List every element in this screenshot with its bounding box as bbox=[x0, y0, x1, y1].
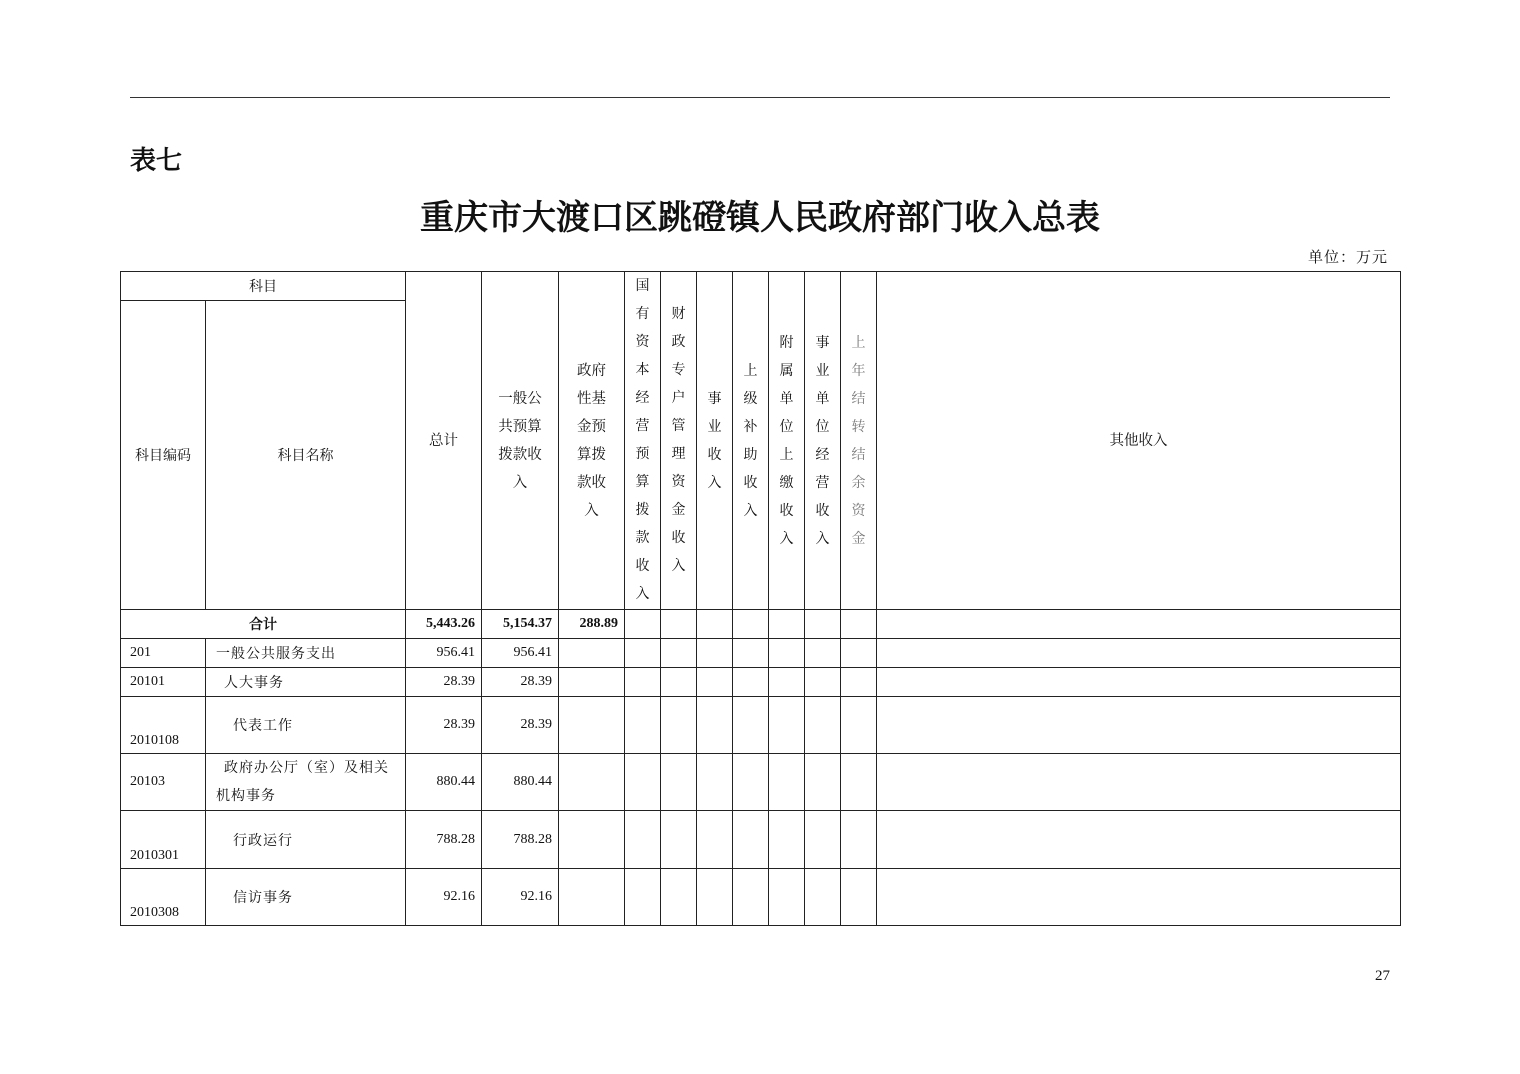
row-empty bbox=[559, 697, 625, 754]
header-business-income-text: 事业收入 bbox=[707, 390, 722, 491]
row-empty bbox=[877, 869, 1401, 926]
header-gov-fund-text: 政府性基金预算拨款收入 bbox=[577, 362, 606, 519]
row-empty bbox=[805, 869, 841, 926]
row-empty bbox=[661, 668, 697, 697]
header-business-income bbox=[697, 272, 733, 610]
header-carryover-text: 上年结转结余资金 bbox=[851, 334, 866, 547]
row-general-budget: 880.44 bbox=[482, 754, 559, 811]
row-general-budget: 92.16 bbox=[482, 869, 559, 926]
total-row-empty bbox=[841, 610, 877, 639]
total-row bbox=[121, 610, 1401, 639]
header-business-operation-text: 事业单位经营收入 bbox=[815, 334, 830, 547]
row-empty bbox=[661, 639, 697, 668]
row-empty bbox=[661, 697, 697, 754]
row-general-budget: 28.39 bbox=[482, 697, 559, 754]
row-empty bbox=[559, 668, 625, 697]
header-other-income-text: 其他收入 bbox=[1109, 432, 1168, 449]
row-empty bbox=[805, 668, 841, 697]
unit-label: 单位：万元 bbox=[1307, 248, 1388, 266]
total-row-empty bbox=[625, 610, 661, 639]
row-empty bbox=[877, 811, 1401, 869]
row-empty bbox=[733, 697, 769, 754]
header-subject-code: 科目编码 bbox=[121, 301, 206, 610]
row-code: 2010301 bbox=[121, 811, 206, 869]
header-business-operation bbox=[805, 272, 841, 610]
row-empty bbox=[661, 869, 697, 926]
total-row-empty bbox=[877, 610, 1401, 639]
row-empty bbox=[697, 668, 733, 697]
row-empty bbox=[769, 869, 805, 926]
row-empty bbox=[559, 639, 625, 668]
row-empty bbox=[805, 754, 841, 811]
row-empty bbox=[733, 869, 769, 926]
row-empty bbox=[769, 639, 805, 668]
header-gov-fund bbox=[559, 272, 625, 610]
row-name: 一般公共服务支出 bbox=[206, 639, 406, 668]
row-code: 201 bbox=[121, 639, 206, 668]
row-empty bbox=[841, 639, 877, 668]
total-row-empty bbox=[805, 610, 841, 639]
table-row bbox=[121, 639, 1401, 668]
header-rule bbox=[130, 97, 1390, 98]
row-empty bbox=[559, 869, 625, 926]
row-total: 788.28 bbox=[406, 811, 482, 869]
row-empty bbox=[661, 754, 697, 811]
page-number: 27 bbox=[1375, 968, 1390, 984]
header-subject-name: 科目名称 bbox=[206, 301, 406, 610]
row-empty bbox=[769, 697, 805, 754]
row-empty bbox=[769, 668, 805, 697]
total-row-gov-fund: 288.89 bbox=[559, 610, 625, 639]
row-name: 人大事务 bbox=[206, 668, 406, 697]
row-total: 92.16 bbox=[406, 869, 482, 926]
row-empty bbox=[733, 754, 769, 811]
row-empty bbox=[733, 811, 769, 869]
row-general-budget: 28.39 bbox=[482, 668, 559, 697]
row-total: 28.39 bbox=[406, 668, 482, 697]
row-empty bbox=[697, 754, 733, 811]
total-row-empty bbox=[733, 610, 769, 639]
header-subject: 科目 bbox=[121, 272, 406, 301]
row-empty bbox=[805, 697, 841, 754]
header-fiscal-special-text: 财政专户管理资金收入 bbox=[671, 306, 686, 574]
row-name: 政府办公厅（室）及相关机构事务 bbox=[206, 754, 406, 811]
row-empty bbox=[877, 639, 1401, 668]
page-title: 重庆市大渡口区跳磴镇人民政府部门收入总表 bbox=[420, 198, 1100, 238]
row-empty bbox=[805, 639, 841, 668]
header-fiscal-special bbox=[661, 272, 697, 610]
row-code: 2010308 bbox=[121, 869, 206, 926]
row-total: 880.44 bbox=[406, 754, 482, 811]
total-row-empty bbox=[769, 610, 805, 639]
row-empty bbox=[841, 869, 877, 926]
row-empty bbox=[877, 754, 1401, 811]
row-name: 信访事务 bbox=[206, 869, 406, 926]
header-higher-subsidy-text: 上级补助收入 bbox=[743, 362, 758, 519]
row-empty bbox=[559, 754, 625, 811]
row-total: 28.39 bbox=[406, 697, 482, 754]
row-empty bbox=[877, 668, 1401, 697]
row-empty bbox=[625, 668, 661, 697]
row-empty bbox=[661, 811, 697, 869]
total-row-empty bbox=[697, 610, 733, 639]
table-label: 表七 bbox=[130, 146, 183, 176]
row-empty bbox=[697, 869, 733, 926]
row-empty bbox=[841, 754, 877, 811]
row-empty bbox=[625, 869, 661, 926]
header-total-text: 总计 bbox=[429, 432, 458, 449]
row-empty bbox=[625, 697, 661, 754]
row-empty bbox=[733, 639, 769, 668]
table-row bbox=[121, 811, 1401, 869]
income-summary-table bbox=[120, 271, 1401, 926]
header-state-capital-text: 国有资本经营预算拨款收入 bbox=[635, 278, 650, 602]
row-general-budget: 788.28 bbox=[482, 811, 559, 869]
row-empty bbox=[733, 668, 769, 697]
row-empty bbox=[625, 754, 661, 811]
row-empty bbox=[697, 811, 733, 869]
row-code: 20101 bbox=[121, 668, 206, 697]
row-empty bbox=[625, 811, 661, 869]
header-affiliated-payment bbox=[769, 272, 805, 610]
header-affiliated-payment-text: 附属单位上缴收入 bbox=[779, 334, 794, 547]
header-row-1 bbox=[121, 272, 1401, 301]
row-empty bbox=[769, 754, 805, 811]
header-other-income bbox=[877, 272, 1401, 610]
row-name: 行政运行 bbox=[206, 811, 406, 869]
header-higher-subsidy bbox=[733, 272, 769, 610]
row-empty bbox=[697, 697, 733, 754]
row-name: 代表工作 bbox=[206, 697, 406, 754]
table-row bbox=[121, 869, 1401, 926]
header-state-capital bbox=[625, 272, 661, 610]
row-empty bbox=[805, 811, 841, 869]
row-empty bbox=[841, 668, 877, 697]
table-row bbox=[121, 668, 1401, 697]
total-row-general-budget: 5,154.37 bbox=[482, 610, 559, 639]
header-general-budget-text: 一般公共预算拨款收入 bbox=[498, 390, 542, 491]
row-empty bbox=[841, 811, 877, 869]
row-empty bbox=[697, 639, 733, 668]
row-total: 956.41 bbox=[406, 639, 482, 668]
table-row bbox=[121, 697, 1401, 754]
header-carryover bbox=[841, 272, 877, 610]
row-code: 20103 bbox=[121, 754, 206, 811]
header-total bbox=[406, 272, 482, 610]
header-general-budget bbox=[482, 272, 559, 610]
row-empty bbox=[559, 811, 625, 869]
total-row-label: 合计 bbox=[121, 610, 406, 639]
row-empty bbox=[841, 697, 877, 754]
row-empty bbox=[625, 639, 661, 668]
row-empty bbox=[769, 811, 805, 869]
row-empty bbox=[877, 697, 1401, 754]
total-row-total: 5,443.26 bbox=[406, 610, 482, 639]
row-code: 2010108 bbox=[121, 697, 206, 754]
table-row bbox=[121, 754, 1401, 811]
total-row-empty bbox=[661, 610, 697, 639]
row-general-budget: 956.41 bbox=[482, 639, 559, 668]
